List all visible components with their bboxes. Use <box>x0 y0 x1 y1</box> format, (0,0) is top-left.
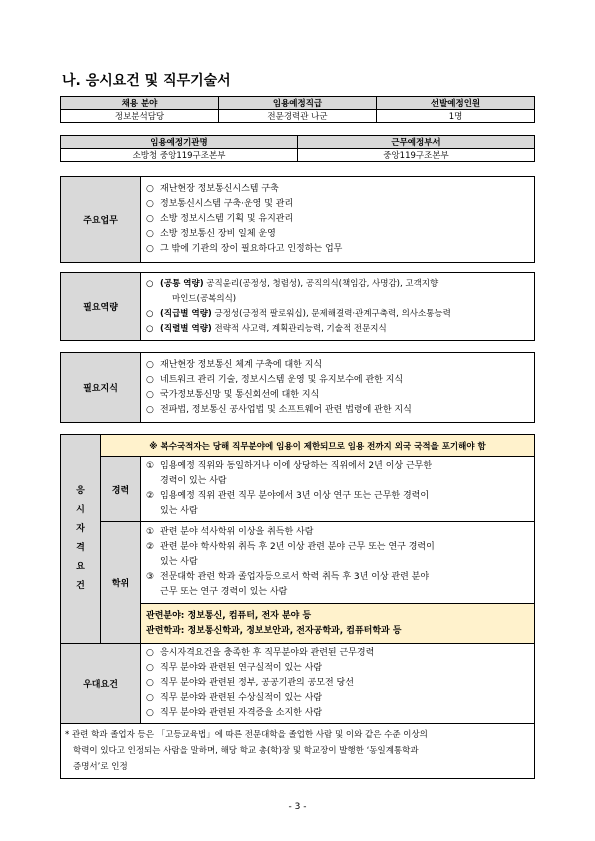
list-item: ○ 전파법, 정보통신 공사업법 및 소프트웨어 관련 법령에 관한 지식 <box>146 404 412 415</box>
competency-label: 필요역량 <box>61 273 141 341</box>
list-item-continuation: 마인드(공복의식) <box>172 293 237 304</box>
page-number: - 3 - <box>288 802 307 812</box>
header-field: 채용 분야 <box>61 97 219 110</box>
list-item: ○ 소방 정보시스템 기획 및 유지관리 <box>146 214 294 224</box>
list-item: ○ 직무 분야와 관련된 수상실적이 있는 사람 <box>146 693 323 703</box>
list-item: ○ (직렬별 역량) 전략적 사고력, 계획관리능력, 기술적 전문지식 <box>146 323 387 334</box>
list-item: ① 관련 분야 석사학위 이상을 취득한 사람 <box>146 527 314 537</box>
list-item: ② 임용예정 직위 관련 직무 분야에서 3년 이상 연구 또는 근무한 경력이 <box>146 491 430 501</box>
qualification-table <box>60 434 535 779</box>
list-item: ③ 전문대학 관련 학과 졸업자등으로서 학력 취득 후 3년 이상 관련 분야 <box>146 572 430 582</box>
section-title: 나. 응시요건 및 직무기술서 <box>62 73 231 89</box>
career-label: 경력 <box>101 457 141 522</box>
list-item: ② 관련 분야 학사학위 취득 후 2년 이상 관련 분야 근무 또는 연구 경력이 <box>146 542 435 552</box>
header-headcount: 선발예정인원 <box>377 97 535 110</box>
related-fields-box <box>141 604 535 644</box>
footnote: * 관련 학과 졸업자 등은 「고등교육법」에 따른 전문대학을 졸업한 사람 및 이와 같은 수준 이상의 학력이 있다고 인정되는 사람을 말하며, 해당 학교 총(학)장 및 학교장이 발행한 ‘동일계통학과 증명서’로 인정 <box>61 724 535 779</box>
list-item: ○ 재난현장 정보통신시스템 구축 <box>146 184 279 194</box>
list-item: ○ 재난현장 정보통신 체계 구축에 대한 지식 <box>146 359 323 370</box>
header-agency: 임용예정기관명 <box>61 136 298 149</box>
list-item: ○ 정보통신시스템 구축·운영 및 관리 <box>146 199 294 209</box>
value-headcount: 1명 <box>377 110 535 123</box>
related-dept: 관련학과: 정보통신학과, 정보보안과, 전자공학과, 컴퓨터학과 등 <box>146 625 402 636</box>
list-item-continuation: 있는 사람 <box>160 506 198 516</box>
list-item: ○ 직무 분야와 관련된 정부, 공공기관의 공모전 당선 <box>146 678 354 688</box>
list-item-continuation: 경력이 있는 사람 <box>160 476 227 486</box>
list-item: ○ 소방 정보통신 장비 일체 운영 <box>146 229 276 239</box>
list-item: ○ 그 밖에 기관의 장이 필요하다고 인정하는 업무 <box>146 244 343 254</box>
knowledge-table <box>60 352 535 423</box>
value-agency: 소방청 중앙119구조본부 <box>61 149 298 162</box>
value-field: 정보분석담당 <box>61 110 219 123</box>
list-item-continuation: 근무 또는 연구 경력이 있는 사람 <box>160 587 288 597</box>
list-item-continuation: 있는 사람 <box>160 557 198 567</box>
duties-table <box>60 176 535 263</box>
dual-nationality-notice: ※ 복수국적자는 당해 직무분야에 임용이 제한되므로 임용 전까지 외국 국적을 포기해야 함 <box>101 435 535 457</box>
agency-table <box>60 135 535 162</box>
header-department: 근무예정부서 <box>298 136 535 149</box>
list-item: ○ 네트워크 관리 기술, 정보시스템 운영 및 유지보수에 관한 지식 <box>146 374 404 385</box>
value-department: 중앙119구조본부 <box>298 149 535 162</box>
preference-label: 우대요건 <box>61 644 141 724</box>
degree-label: 학위 <box>101 522 141 644</box>
position-table <box>60 96 535 123</box>
competency-table <box>60 272 535 341</box>
qualification-label: 응 시 자 격 요 건 <box>61 435 101 644</box>
list-item: ○ (공통 역량) 공직윤리(공정성, 청렴성), 공직의식(책임감, 사명감), 고객지향 <box>146 278 439 289</box>
list-item: ○ 국가정보통신망 및 통신회선에 대한 지식 <box>146 389 320 400</box>
list-item: ○ 직무 분야와 관련된 연구실적이 있는 사람 <box>146 663 323 673</box>
list-item: ① 임용예정 직위와 동일하거나 이에 상당하는 직위에서 2년 이상 근무한 <box>146 461 433 471</box>
related-field: 관련분야: 정보통신, 컴퓨터, 전자 분야 등 <box>146 610 312 621</box>
list-item: ○ (직급별 역량) 긍정성(긍정적 팔로워십), 문제해결력·관계구축력, 의사소통능력 <box>146 308 451 319</box>
list-item: ○ 응시자격요건을 충족한 후 직무분야와 관련된 근무경력 <box>146 648 375 658</box>
value-grade: 전문경력관 나군 <box>219 110 377 123</box>
list-item: ○ 직무 분야와 관련된 자격증을 소지한 사람 <box>146 708 323 718</box>
duties-label: 주요업무 <box>61 177 141 263</box>
header-grade: 임용예정직급 <box>219 97 377 110</box>
knowledge-label: 필요지식 <box>61 353 141 423</box>
